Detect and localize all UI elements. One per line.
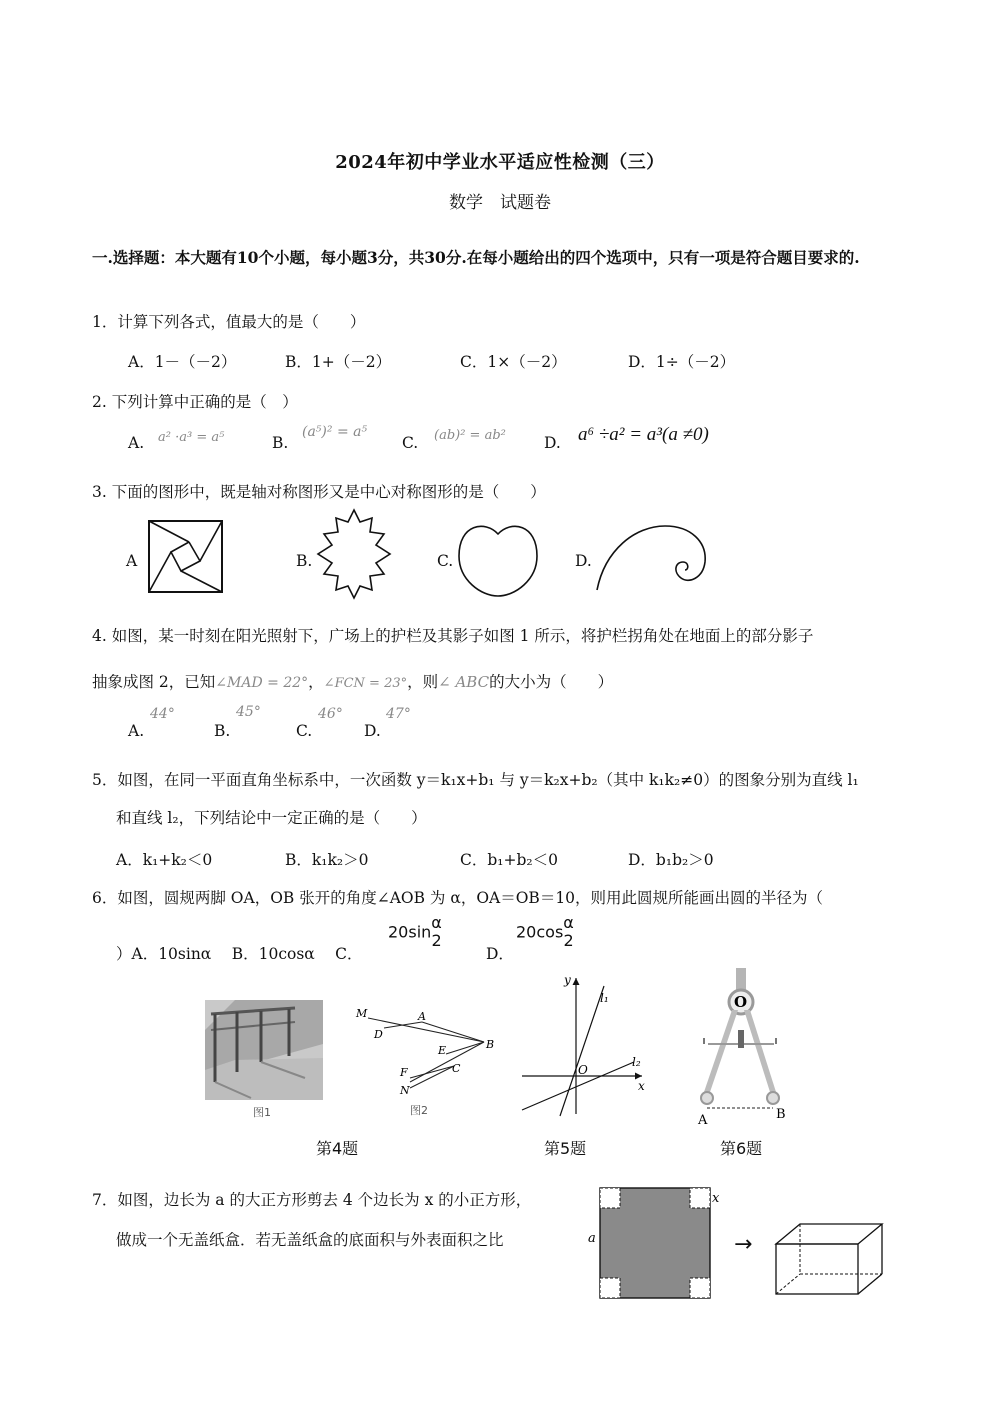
q6-option-d-num: α	[563, 913, 574, 932]
fig2-label-a: A	[418, 1010, 426, 1023]
q7-label-x: x	[712, 1191, 720, 1206]
q4-text-b: ，则	[407, 673, 439, 691]
q6-label-a: A	[698, 1113, 708, 1128]
q2-expr-d: a⁶ ÷a² = a³(a ≠0)	[578, 424, 709, 445]
fig2-label-d: D	[374, 1028, 383, 1041]
q4-label-d: D.	[364, 722, 381, 740]
q5-option-d: D．b₁b₂＞0	[628, 851, 714, 869]
q1-option-a: A．1－（－2）	[128, 353, 237, 371]
q6-label-o: O	[734, 993, 748, 1011]
q5-stem-line1: 5．如图，在同一平面直角坐标系中，一次函数 y＝k₁x+b₁ 与 y＝k₂x+b₂（其中 k₁k₂≠0）的图象分别为直线 l₁	[92, 771, 859, 789]
q5-label-x: x	[638, 1079, 645, 1093]
q6-stem-line1: 6．如图，圆规两脚 OA，OB 张开的角度∠AOB 为 α，OA＝OB＝10，则用此圆规所能画出圆的半径为（	[92, 889, 824, 907]
q2-label-c: C.	[402, 434, 419, 452]
q4-angle-mad: ∠MAD = 22°	[215, 675, 309, 691]
q6-option-c-coef: 20sin	[388, 922, 432, 942]
q6-option-c-frac	[431, 914, 442, 950]
q3-label-a: A	[126, 552, 138, 570]
q2-stem: 2. 下列计算中正确的是（ ）	[92, 393, 298, 411]
section-heading: 一.选择题：本大题有10个小题，每小题3分，共30分.在每小题给出的四个选项中，只有一项是符合题目要求的.	[92, 248, 860, 267]
fig2-label-n: N	[400, 1084, 410, 1097]
q1-option-b: B．1+（－2）	[285, 353, 392, 371]
page-subtitle: 数学 试题卷	[449, 193, 551, 213]
q3-stem: 3. 下面的图形中，既是轴对称图形又是中心对称图形的是（ ）	[92, 483, 546, 501]
q5-label-o: O	[578, 1063, 588, 1077]
q7-arrow: →	[734, 1232, 753, 1257]
q6-option-d-coef: 20cos	[516, 922, 564, 942]
fig2-label-b: B	[486, 1038, 495, 1051]
q2-expr-c: (ab)² = ab²	[434, 428, 506, 443]
q4-angle-abc: ∠ ABC	[438, 673, 490, 691]
q2-label-a: A.	[128, 434, 145, 452]
q4-figure-caption: 第4题	[316, 1139, 359, 1158]
q4-fig1-caption: 图1	[253, 1106, 271, 1119]
q6-option-d-den: 2	[563, 931, 574, 950]
q6-option-d-expr	[516, 914, 574, 950]
q6-stem-line2: ）A．10sinα B．10cosα C．	[116, 945, 363, 963]
q4-value-c: 46°	[318, 706, 343, 722]
q5-stem-line2: 和直线 l₂，下列结论中一定正确的是（ ）	[116, 809, 427, 827]
q4-sep: ，	[308, 673, 324, 691]
q1-stem: 1．计算下列各式，值最大的是（ ）	[92, 313, 366, 331]
q6-option-c-den: 2	[431, 931, 442, 950]
q6-figure-compass	[696, 966, 800, 1126]
q3-label-b: B.	[296, 552, 313, 570]
q5-label-l2: l₂	[632, 1055, 641, 1069]
q5-option-a: A．k₁+k₂＜0	[116, 851, 213, 869]
q4-label-b: B.	[214, 722, 231, 740]
q5-figure	[518, 970, 653, 1118]
q1-option-d: D．1÷（－2）	[628, 353, 736, 371]
q4-text-a: 抽象成图 2，已知	[92, 673, 216, 691]
fig2-label-e: E	[438, 1044, 447, 1057]
q4-figure-2	[350, 1004, 500, 1100]
q3-figure-a	[148, 520, 224, 594]
q4-value-b: 45°	[236, 704, 261, 720]
q4-label-a: A.	[128, 722, 145, 740]
fig2-label-m: M	[356, 1007, 368, 1020]
q4-value-d: 47°	[386, 706, 411, 722]
q6-figure-caption: 第6题	[720, 1139, 763, 1158]
q2-expr-a: a² ·a³ = a⁵	[158, 430, 225, 445]
q7-stem-line2: 做成一个无盖纸盒．若无盖纸盒的底面积与外表面积之比	[116, 1231, 504, 1249]
page-title: 2024年初中学业水平适应性检测（三）	[335, 152, 665, 173]
q6-option-c-num: α	[431, 913, 442, 932]
q1-option-c: C．1×（－2）	[460, 353, 567, 371]
q4-angle-fcn: ∠FCN = 23°	[323, 676, 408, 691]
q5-option-c: C．b₁+b₂＜0	[460, 851, 558, 869]
q7-figure-box	[774, 1222, 886, 1298]
q4-figure-1-photo	[205, 1000, 323, 1100]
q2-expr-b: (a⁵)² = a⁵	[302, 424, 368, 440]
q2-label-b: B.	[272, 434, 289, 452]
fig2-label-f: F	[400, 1066, 408, 1079]
q6-option-c-expr	[388, 914, 442, 950]
q6-label-b: B	[776, 1107, 786, 1122]
q3-label-d: D.	[575, 552, 592, 570]
q4-stem-line1: 4. 如图，某一时刻在阳光照射下，广场上的护栏及其影子如图 1 所示，将护栏拐角处在地面上的部分影子	[92, 627, 814, 645]
q7-figure-square	[588, 1186, 718, 1304]
q3-figure-b	[314, 508, 394, 600]
q4-text-c: 的大小为（ ）	[489, 673, 614, 691]
q5-figure-caption: 第5题	[544, 1139, 587, 1158]
q4-stem-line2	[92, 670, 613, 692]
q4-value-a: 44°	[150, 706, 175, 722]
q5-label-y: y	[564, 973, 571, 987]
q6-option-d-label: D．	[486, 945, 514, 963]
fig2-label-c: C	[452, 1062, 461, 1075]
q3-label-c: C.	[437, 552, 454, 570]
q5-label-l1: l₁	[600, 991, 609, 1005]
q3-figure-d	[595, 520, 711, 592]
q6-option-d-frac	[563, 914, 574, 950]
q2-label-d: D.	[544, 434, 561, 452]
q4-label-c: C.	[296, 722, 313, 740]
q7-label-a: a	[588, 1231, 596, 1246]
q5-option-b: B．k₁k₂＞0	[285, 851, 369, 869]
q4-fig2-caption: 图2	[410, 1104, 428, 1117]
q7-stem-line1: 7．如图，边长为 a 的大正方形剪去 4 个边长为 x 的小正方形，	[92, 1191, 532, 1209]
q3-figure-c	[455, 520, 541, 598]
